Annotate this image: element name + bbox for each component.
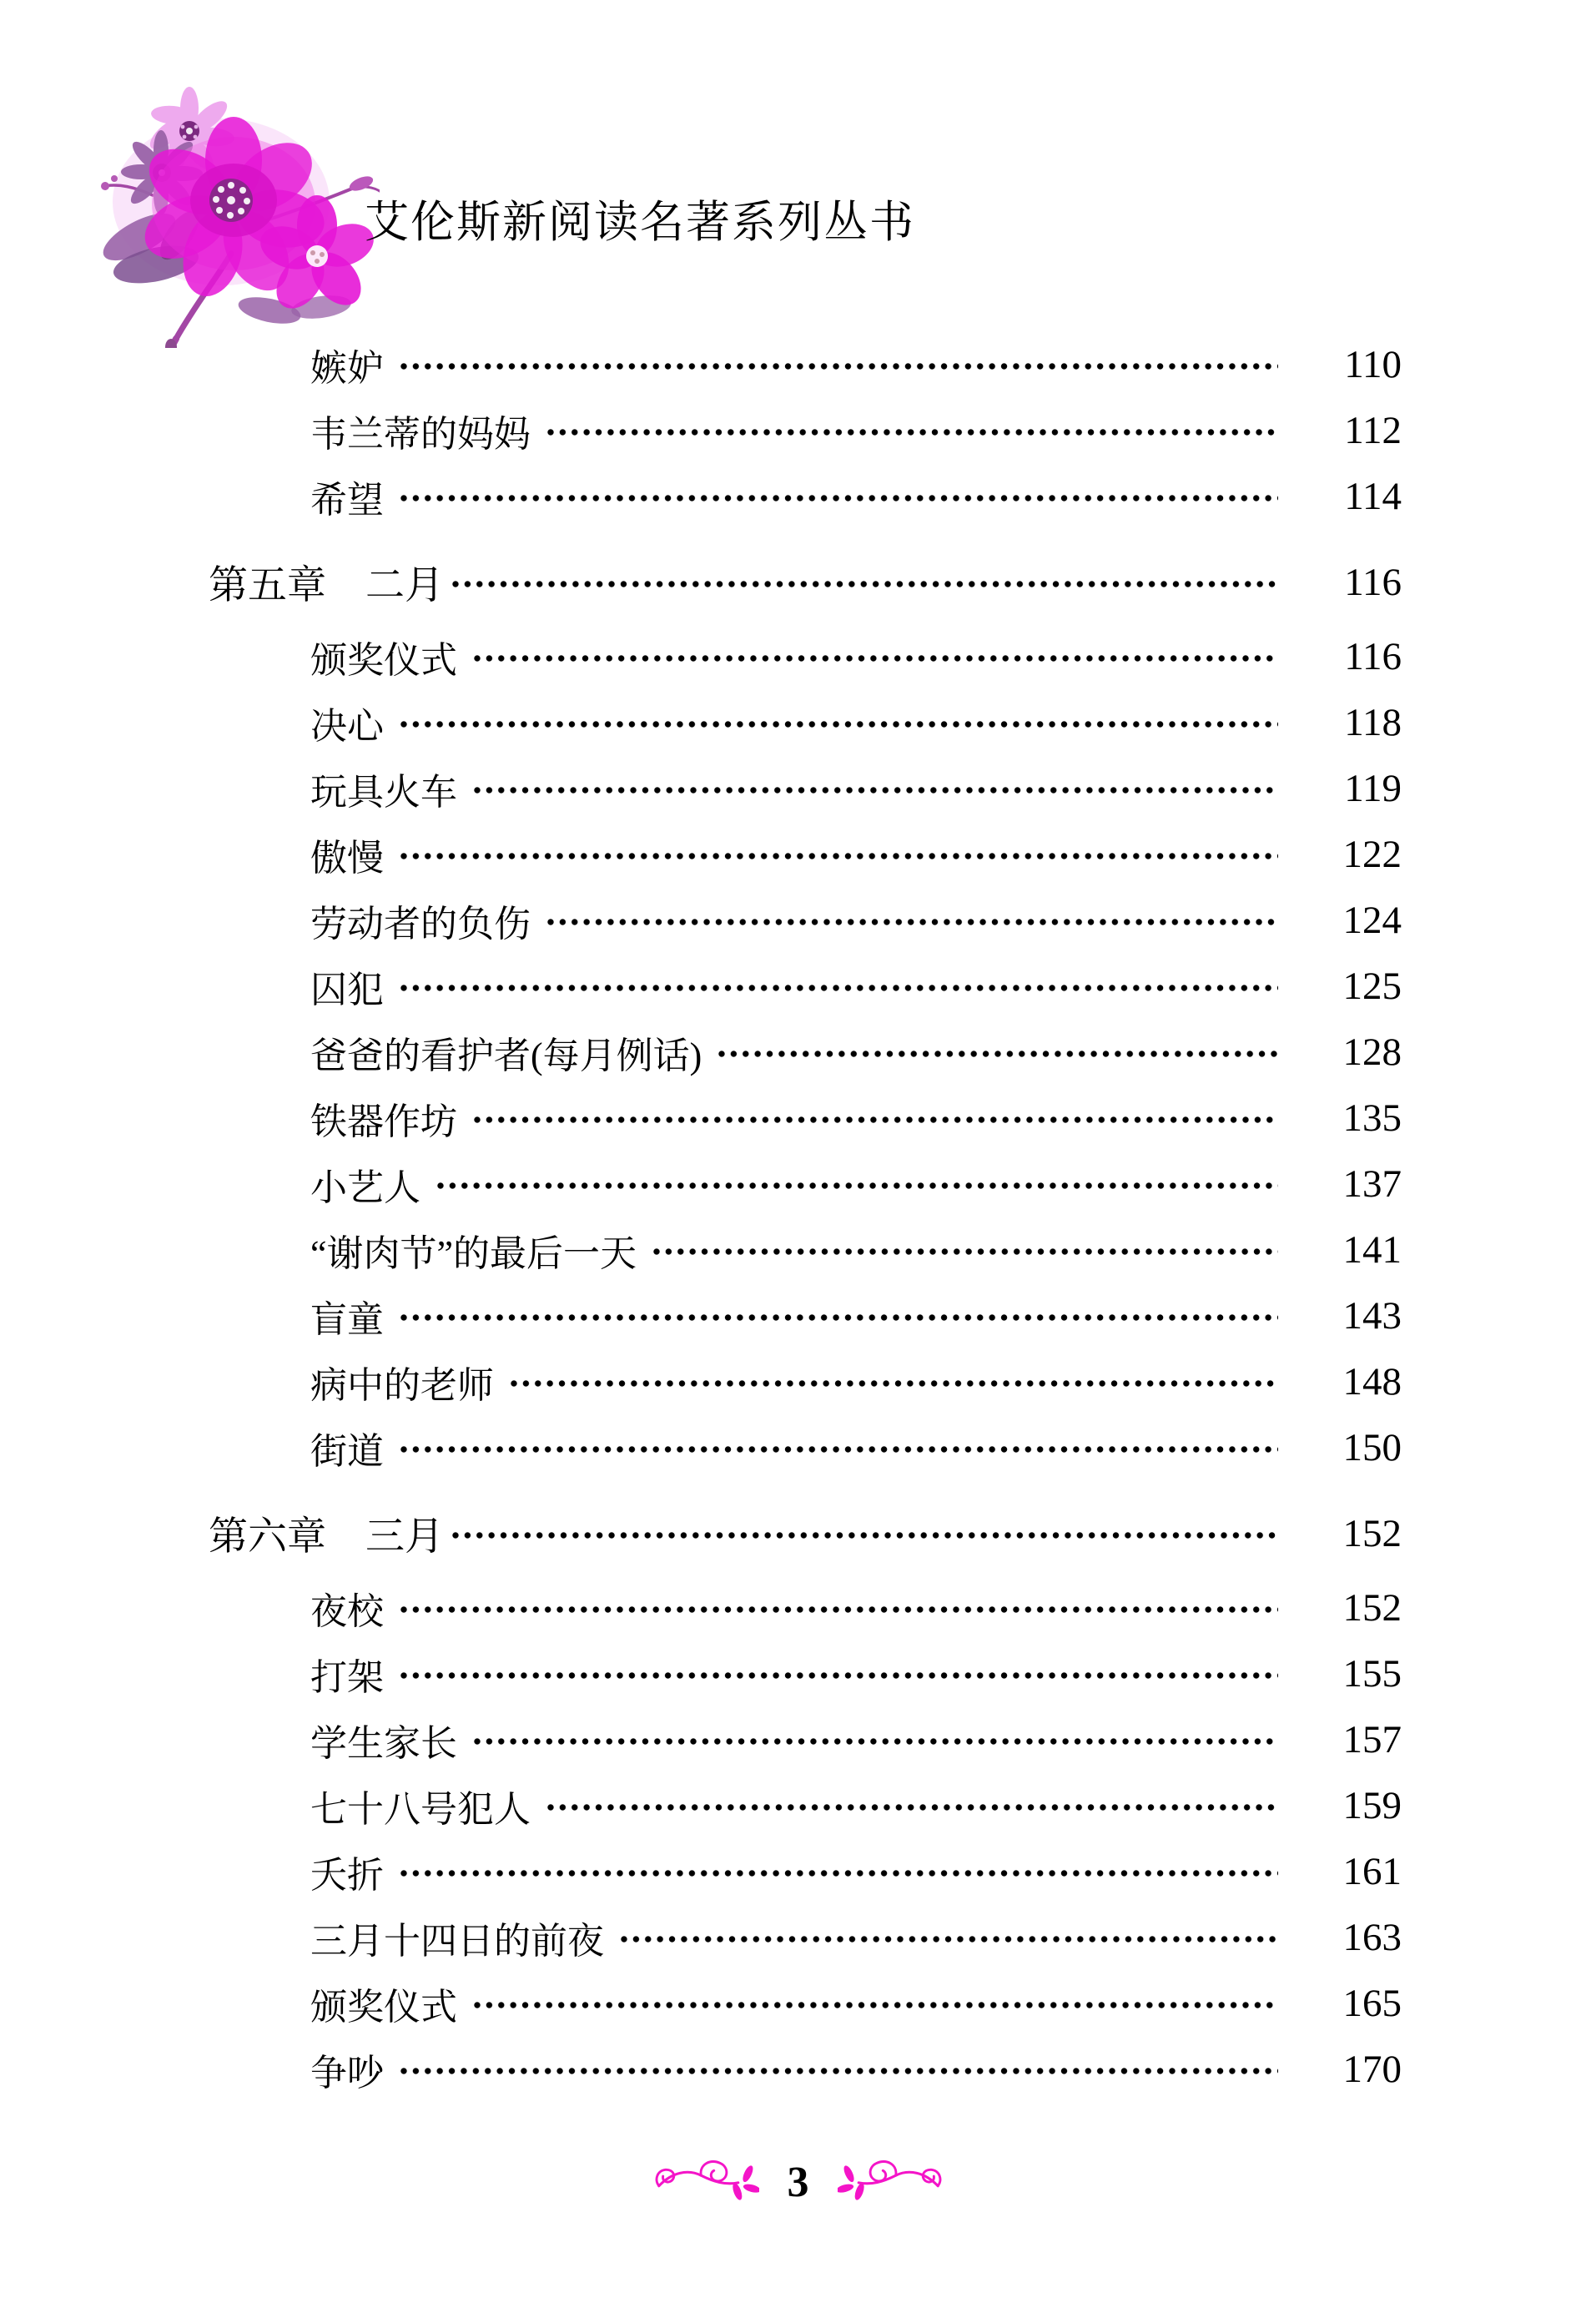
- dot-leader: [474, 2001, 1278, 2009]
- page-footer: [654, 2149, 943, 2207]
- dot-leader: [400, 494, 1278, 502]
- toc-entry-label: “谢肉节”的最后一天: [310, 1232, 637, 1274]
- toc-entry-label: 争吵: [310, 2052, 384, 2094]
- toc-entry: [209, 1575, 1402, 1640]
- toc-entry-label: 学生家长: [310, 1722, 457, 1764]
- flourish-right-icon: [838, 2156, 943, 2201]
- toc-entry: [209, 887, 1402, 953]
- toc-entry-label: 夜校: [310, 1590, 384, 1632]
- toc-entry-page: 152: [1342, 1511, 1402, 1555]
- toc-list: [209, 331, 1402, 2102]
- dot-leader: [400, 1445, 1278, 1454]
- toc-entry-page: 157: [1342, 1717, 1402, 1761]
- toc-entry-page: 119: [1344, 766, 1402, 810]
- dot-leader: [400, 2067, 1278, 2075]
- toc-entry-label: 傲慢: [310, 837, 384, 879]
- toc-entry: [209, 463, 1402, 529]
- toc-entry: [209, 1904, 1402, 1970]
- toc-entry: [209, 1348, 1402, 1414]
- toc-entry-label: 韦兰蒂的妈妈: [310, 413, 531, 455]
- corner-flower-decoration: [46, 60, 380, 348]
- toc-entry-label: 嫉妒: [310, 347, 384, 389]
- toc-entry: [209, 1085, 1402, 1151]
- toc-entry-page: 159: [1342, 1783, 1402, 1827]
- flourish-left-icon: [654, 2156, 759, 2201]
- toc-entry: [209, 689, 1402, 755]
- toc-entry-page: 170: [1342, 2047, 1402, 2091]
- toc-entry-page: 122: [1342, 832, 1402, 876]
- dot-leader: [718, 1050, 1278, 1058]
- toc-entry-page: 135: [1342, 1096, 1402, 1140]
- toc-entry: [209, 1217, 1402, 1282]
- toc-entry: [209, 623, 1402, 689]
- toc-entry-label: 小艺人: [310, 1167, 420, 1208]
- dot-leader: [547, 428, 1278, 436]
- toc-entry-page: 137: [1342, 1162, 1402, 1206]
- dot-leader: [653, 1247, 1278, 1256]
- toc-entry-label: 颁奖仪式: [310, 639, 457, 681]
- toc-entry-label: 颁奖仪式: [310, 1986, 457, 2028]
- toc-entry: [209, 1706, 1402, 1772]
- toc-entry: [209, 2036, 1402, 2102]
- toc-entry: [209, 821, 1402, 887]
- toc-entry-page: 141: [1342, 1227, 1402, 1272]
- toc-entry-label: 铁器作坊: [310, 1101, 457, 1142]
- toc-entry-label: 劳动者的负伤: [310, 903, 531, 945]
- toc-entry-label: 七十八号犯人: [310, 1788, 531, 1830]
- toc-entry: [209, 1282, 1402, 1348]
- toc-entry-page: 155: [1342, 1651, 1402, 1696]
- dot-leader: [547, 1803, 1278, 1812]
- dot-leader: [400, 1605, 1278, 1614]
- toc-entry-label: 第五章 二月: [209, 564, 444, 607]
- toc-entry-page: 128: [1342, 1030, 1402, 1074]
- watercolor-flower-icon: [46, 60, 380, 348]
- toc-entry-label: 盲童: [310, 1298, 384, 1340]
- toc-entry-page: 150: [1342, 1425, 1402, 1469]
- dot-leader: [437, 1182, 1278, 1190]
- toc-entry: [209, 1970, 1402, 2036]
- dot-leader: [621, 1935, 1278, 1943]
- dot-leader: [400, 1313, 1278, 1322]
- toc-entry-page: 152: [1342, 1585, 1402, 1630]
- dot-leader: [400, 720, 1278, 728]
- toc-entry-page: 112: [1344, 408, 1402, 452]
- toc-entry: [209, 1151, 1402, 1217]
- toc-entry-page: 125: [1342, 964, 1402, 1008]
- dot-leader: [400, 852, 1278, 860]
- toc-entry: [209, 1838, 1402, 1904]
- toc-entry-page: 143: [1342, 1293, 1402, 1338]
- dot-leader: [400, 984, 1278, 992]
- toc-entry-page: 148: [1342, 1359, 1402, 1403]
- dot-leader: [547, 918, 1278, 926]
- toc-entry-label: 希望: [310, 479, 384, 521]
- folio-page-number: 3: [787, 2159, 809, 2206]
- dot-leader: [474, 786, 1278, 794]
- toc-entry-page: 116: [1344, 634, 1402, 678]
- toc-entry-page: 114: [1344, 474, 1402, 518]
- toc-entry-label: 第六章 三月: [209, 1515, 444, 1559]
- toc-entry-page: 163: [1342, 1915, 1402, 1959]
- toc-entry-label: 爸爸的看护者(每月例话): [310, 1035, 702, 1076]
- series-title: 艾伦斯新阅读名著系列丛书: [365, 198, 915, 247]
- dot-leader: [400, 362, 1278, 370]
- toc-entry: [209, 1772, 1402, 1838]
- toc-entry: [209, 397, 1402, 463]
- toc-entry-page: 161: [1342, 1849, 1402, 1893]
- toc-entry-label: 决心: [310, 705, 384, 747]
- toc-entry: [209, 1640, 1402, 1706]
- toc-entry-label: 囚犯: [310, 969, 384, 1010]
- dot-leader: [511, 1379, 1278, 1388]
- dot-leader: [474, 1116, 1278, 1124]
- dot-leader: [474, 1737, 1278, 1746]
- toc-entry-label: 病中的老师: [310, 1364, 494, 1406]
- toc-entry-page: 110: [1344, 342, 1402, 386]
- toc-entry-page: 118: [1344, 700, 1402, 744]
- toc-entry-label: 街道: [310, 1430, 384, 1472]
- toc-entry-label: 夭折: [310, 1854, 384, 1896]
- toc-entry: [209, 549, 1402, 615]
- toc-entry-page: 124: [1342, 898, 1402, 942]
- toc-entry: [209, 953, 1402, 1019]
- toc-entry-label: 玩具火车: [310, 771, 457, 813]
- toc-entry-page: 165: [1342, 1981, 1402, 2025]
- toc-entry-label: 打架: [310, 1656, 384, 1698]
- dot-leader: [400, 1671, 1278, 1680]
- toc-entry: [209, 1414, 1402, 1480]
- dot-leader: [452, 580, 1278, 588]
- dot-leader: [400, 1869, 1278, 1877]
- toc-entry-page: 116: [1344, 560, 1402, 604]
- dot-leader: [474, 654, 1278, 663]
- toc-entry: [209, 755, 1402, 821]
- toc-entry: [209, 331, 1402, 397]
- dot-leader: [452, 1531, 1278, 1539]
- toc-entry: [209, 1019, 1402, 1085]
- toc-entry-label: 三月十四日的前夜: [310, 1920, 604, 1962]
- toc-entry: [209, 1500, 1402, 1566]
